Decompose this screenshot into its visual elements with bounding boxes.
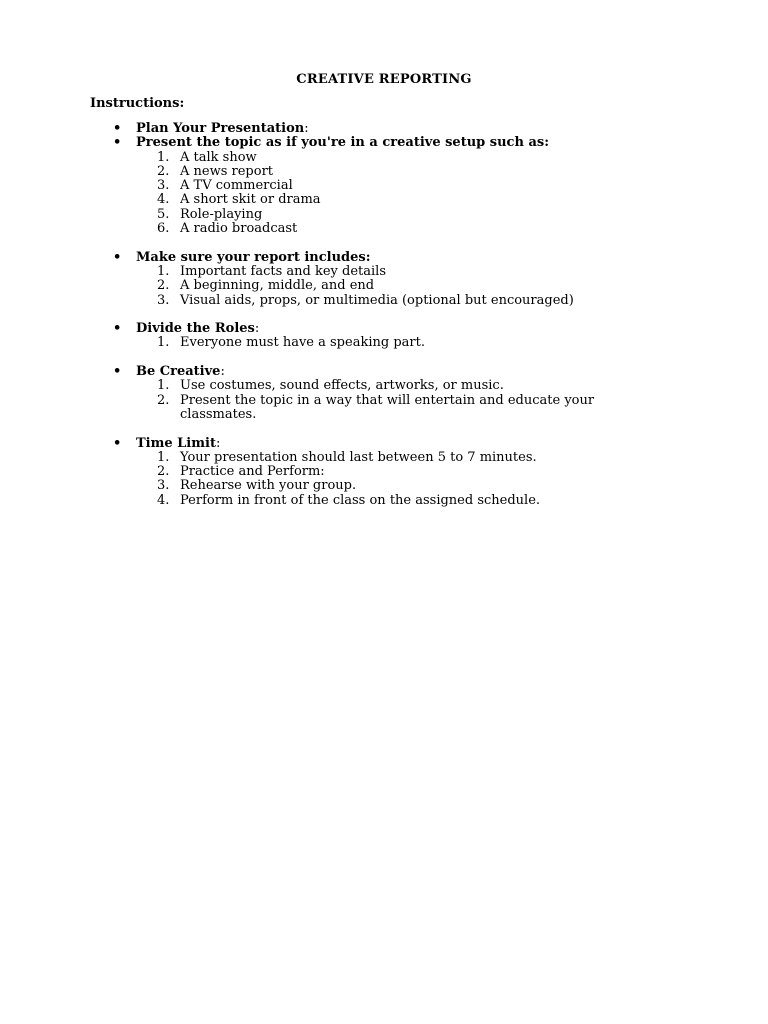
list-item [0,451,670,465]
section-heading-colon: : [220,364,225,380]
bullet-icon: • [113,135,122,151]
list-item-text: Everyone must have a speaking part. [180,335,425,351]
section-plan-presentation [0,122,768,136]
list-item-number: 1. [157,378,170,394]
list-item [0,179,670,193]
list-item [0,208,670,222]
list-item-text: Visual aids, props, or multimedia (optional but encouraged) [180,292,574,308]
list-item-text: Rehearse with your group. [180,478,357,494]
list-item-text: Role-playing [180,206,263,222]
numbered-list [0,265,768,308]
numbered-list [0,379,768,422]
list-item [0,279,670,293]
list-item-number: 1. [157,263,170,279]
list-item-text: A talk show [180,149,257,165]
list-item-text: Perform in front of the class on the assigned schedule. [180,492,541,508]
document-title: CREATIVE REPORTING [296,72,472,87]
section-heading-colon: : [254,321,260,337]
section-heading-row [0,136,768,150]
section-time-limit [0,437,768,508]
section-heading: Present the topic as if you're in a creative setup such as [136,135,545,151]
list-item-number: 3. [157,178,170,194]
list-item-text: Important facts and key details [180,263,387,279]
list-item [0,494,670,508]
section-heading-row [0,251,768,265]
list-item-number: 2. [157,464,170,480]
numbered-list [0,336,768,350]
list-item-text: Your presentation should last between 5 to 7 minutes. [180,449,537,465]
list-item [0,222,670,236]
bullet-icon: • [113,435,122,451]
list-item-number: 2. [157,278,170,294]
list-item-text: Practice and Perform: [180,464,325,480]
list-item [0,193,670,207]
list-item [0,265,670,279]
list-item-text: Present the topic in a way that will entertain and educate your classmates. [180,392,595,422]
list-item-number: 3. [157,478,170,494]
list-item-number: 6. [157,221,170,237]
list-item-number: 3. [157,292,170,308]
list-item-number: 5. [157,206,170,222]
section-heading-row [0,322,768,336]
list-item [0,465,670,479]
section-be-creative [0,365,768,422]
numbered-list [0,151,768,237]
list-item-text: Use costumes, sound effects, artworks, or music. [180,378,504,394]
list-item [0,479,670,493]
section-heading-row [0,437,768,451]
bullet-icon: • [113,364,122,380]
section-heading: Be Creative [136,364,221,380]
section-heading-row [0,365,768,379]
list-item-text: A short skit or drama [180,192,321,208]
section-heading: Time Limit [136,435,216,451]
list-item [0,165,670,179]
list-item-text: A news report [180,163,274,179]
section-heading-colon: : [215,435,221,451]
list-item [0,394,670,423]
numbered-list [0,451,768,508]
list-item [0,336,670,350]
list-item-number: 1. [157,335,170,351]
list-item-number: 1. [157,149,170,165]
bullet-icon: • [113,121,122,136]
section-heading: Make sure your report includes [136,249,366,265]
list-item-text: A radio broadcast [180,221,298,237]
section-heading: Plan Your Presentation [136,121,305,136]
list-item-text: A beginning, middle, and end [180,278,375,294]
section-creative-setup [0,136,768,236]
list-item-number: 2. [157,392,170,408]
list-item-number: 1. [157,449,170,465]
section-heading-colon: : [365,249,371,265]
section-heading-colon: : [544,135,549,151]
section-heading-row [0,122,768,136]
list-item [0,151,670,165]
list-item [0,379,670,393]
list-item-text: A TV commercial [180,178,293,194]
list-item-number: 2. [157,163,170,179]
section-divide-roles [0,322,768,351]
section-report-includes [0,251,768,308]
list-item-number: 4. [157,192,170,208]
list-item-number: 4. [157,492,170,508]
section-heading: Divide the Roles [136,321,255,337]
bullet-icon: • [113,249,122,265]
section-heading-colon: : [304,121,309,136]
list-item [0,294,670,308]
instructions-label: Instructions: [90,96,185,111]
bullet-icon: • [113,321,122,337]
instructions-sections [0,122,768,522]
